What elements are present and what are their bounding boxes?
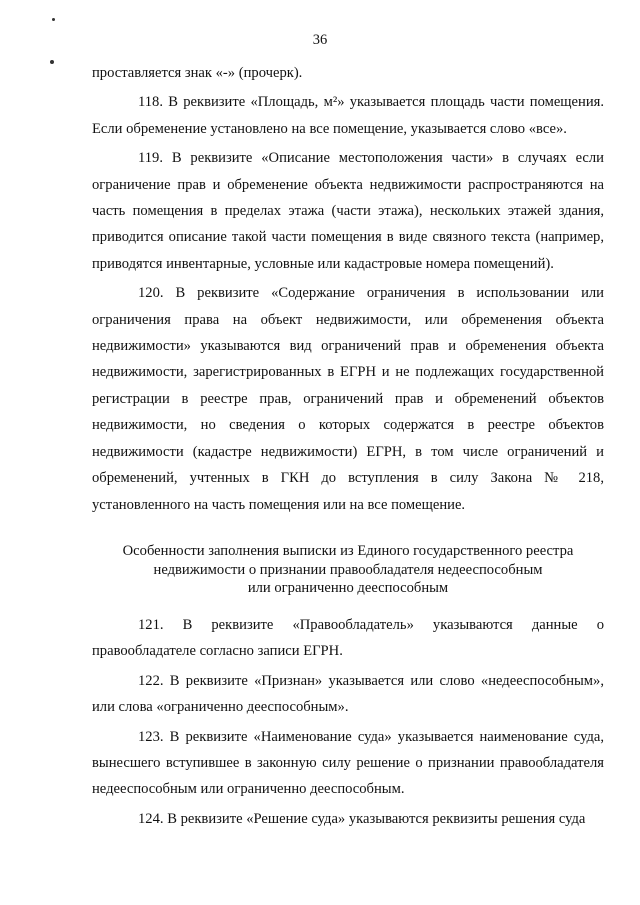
section-body — [92, 612, 604, 832]
paragraph-123: 123. В реквизите «Наименование суда» указывается наименование суда, вынесшего вступившее в законную силу решение о признании правообладателя недееспособным или ограниченно дееспособным. — [92, 728, 604, 798]
paragraph-120: 120. В реквизите «Содержание ограничения в использовании или ограничения права на объект недвижимости, или обременения объекта недвижимости» указываются вид ограничений прав и обременения объекта недвижимости, зарегистрированных в ЕГРН и не подлежащих государственной регистрации в реестре прав, ограничений прав и обременений объектов недвижимости, но сведения о которых содержатся в реестре объектов недвижимости (кадастре недвижимости) ЕГРН, в том числе ограничений и обременений, учтенных в ГКН до вступления в силу Закона № 218, установленного на часть помещения или на все помещение. — [92, 285, 604, 513]
scan-speck — [50, 60, 54, 64]
paragraph-124: 124. В реквизите «Решение суда» указываются реквизиты решения суда — [138, 810, 586, 827]
document-body — [92, 60, 604, 518]
section-heading-line: недвижимости о признании правообладателя недееспособным — [153, 561, 543, 578]
paragraph-119: 119. В реквизите «Описание местоположения части» в случаях если ограничение прав и обременение объекта недвижимости распространяются на часть помещения в пределах этажа (части этажа), нескольких этажей здания, приводится описание такой части помещения в виде связного текста (например, приводятся инвентарные, условные или кадастровые номера помещений). — [92, 150, 604, 272]
page-number: 36 — [312, 32, 328, 48]
paragraph-continuation: проставляется знак «-» (прочерк). — [92, 65, 303, 81]
scan-speck — [52, 18, 55, 21]
section-heading-line: или ограниченно дееспособным — [247, 580, 449, 596]
paragraph-118: 118. В реквизите «Площадь, м²» указывается площадь части помещения. Если обременение установлено на все помещение, указывается слово «все». — [92, 94, 604, 137]
section-heading-line: Особенности заполнения выписки из Единого государственного реестра — [122, 543, 574, 559]
paragraph-121: 121. В реквизите «Правообладатель» указываются данные о правообладателе согласно записи ЕГРН. — [92, 617, 604, 660]
paragraph-122: 122. В реквизите «Признан» указывается или слово «недееспособным», или слова «ограниченно дееспособным». — [92, 672, 604, 716]
section-heading — [92, 542, 604, 598]
